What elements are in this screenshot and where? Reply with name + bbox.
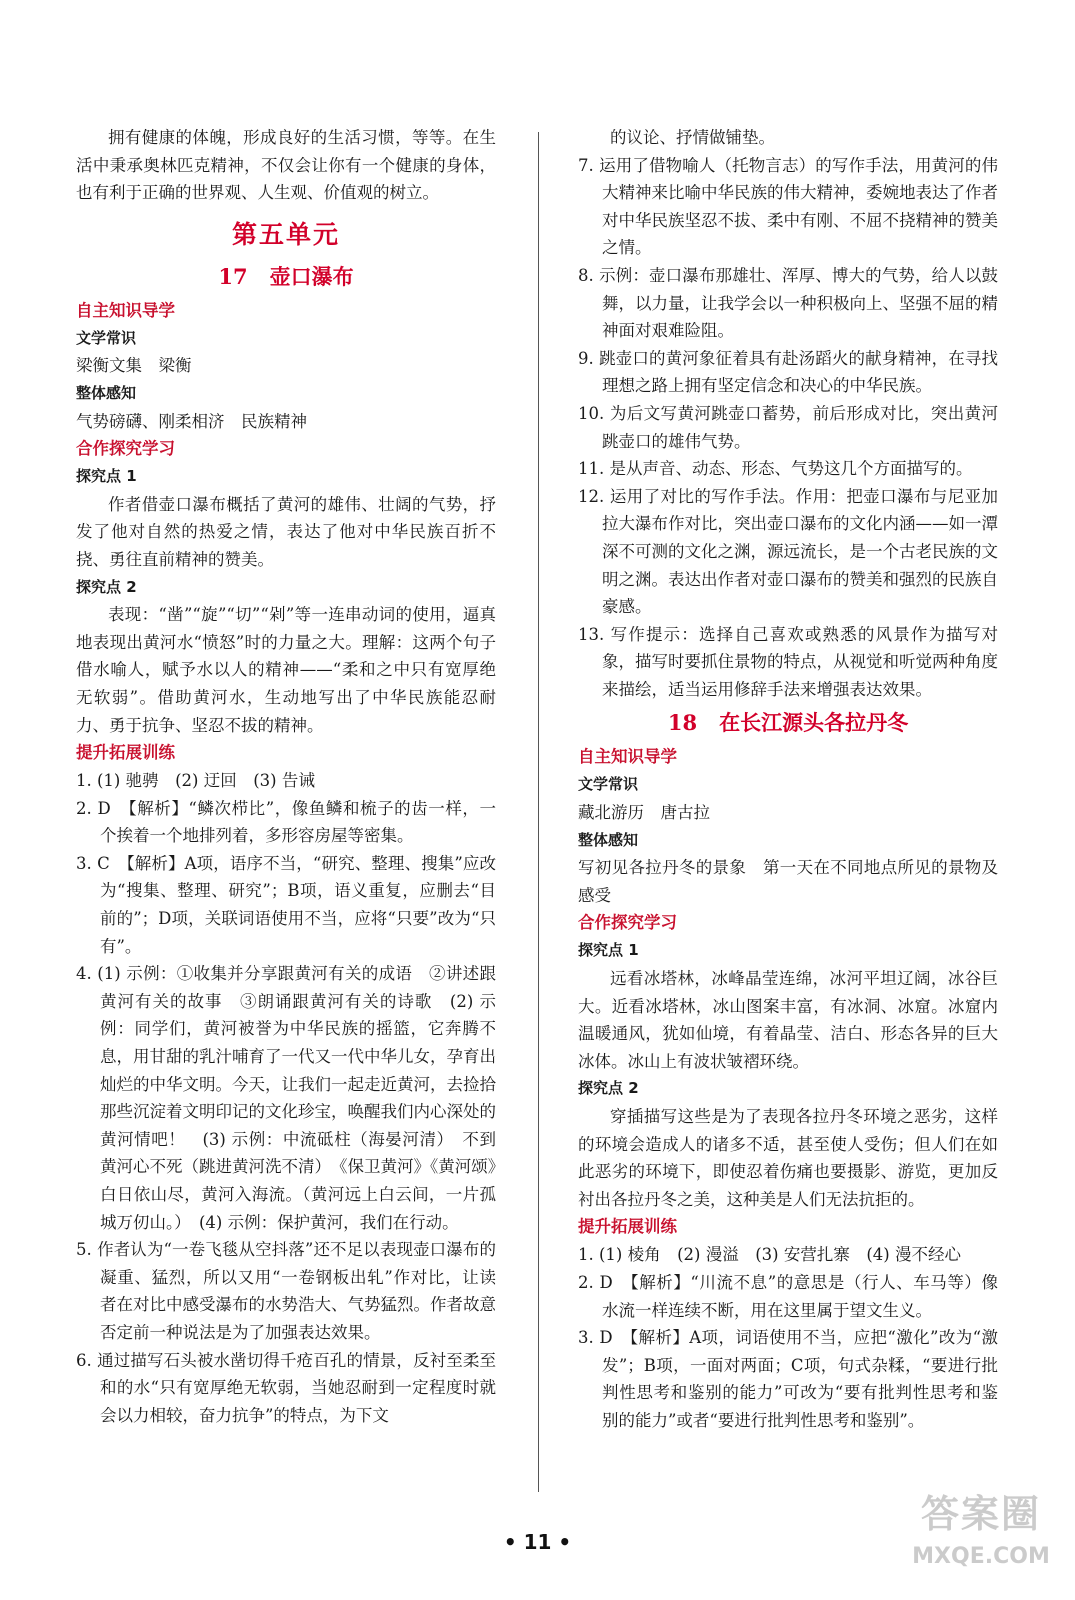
literary-knowledge-text: 藏北游历 唐古拉 [578,803,710,823]
section-cooperative-study: 合作探究学习 [578,913,677,933]
section-cooperative-study: 合作探究学习 [76,439,175,459]
literary-knowledge-label: 文学常识 [578,775,639,794]
inquiry-point-1-text: 作者借壶口瀑布概括了黄河的雄伟、壮阔的气势，抒发了他对自然的热爱之情，表达了他对中华民族百折不挠、勇往直前精神的赞美。 [76,494,496,569]
left-column [76,124,513,1429]
exercise-list [76,767,513,1429]
lesson-number: 17 [218,263,248,289]
exercise-item: 1. (1) 棱角 (2) 漫溢 (3) 安营扎寨 (4) 漫不经心 [578,1245,961,1265]
inquiry-point-1-text: 远看冰塔林，冰峰晶莹连绵，冰河平坦辽阔，冰谷巨大。近看冰塔林，冰山图案丰富，有冰洞、冰窟。冰窟内温暖通风，犹如仙境，有着晶莹、洁白、形态各异的巨大冰体。冰山上有波状皱褶环绕。 [578,969,998,1071]
page-number: • 11 • [503,1530,572,1554]
section-self-study: 自主知识导学 [578,747,677,767]
exercise-item: 11. 是从声音、动态、形态、气势这几个方面描写的。 [578,459,973,479]
lesson-name: 在长江源头各拉丹冬 [719,710,909,736]
literary-knowledge-label: 文学常识 [76,328,137,347]
exercise-item: 13. 写作提示：选择自己喜欢或熟悉的风景作为描写对象，描写时要抓住景物的特点，从视觉和听觉两种角度来描绘，适当运用修辞手法来增强表达效果。 [578,624,998,699]
exercise-item: 2. D 【解析】“川流不息”的意思是（行人、车马等）像水流一样连续不断，用在这里属于望文生义。 [578,1272,998,1320]
exercise-item: 6. 通过描写石头被水凿切得千疮百孔的情景，反衬至柔至和的水“只有宽厚绝无软弱，当她忍耐到一定程度时就会以力相较，奋力抗争”的特点，为下文 [76,1350,496,1425]
exercise-item: 3. C 【解析】A项，语序不当，“研究、整理、搜集”应改为“搜集、整理、研究”；B项，语义重复，应删去“目前的”；D项，关联词语使用不当，应将“只要”改为“只有”。 [76,853,496,956]
exercise-item: 7. 运用了借物喻人（托物言志）的写作手法，用黄河的伟大精神来比喻中华民族的伟大精神，委婉地表达了作者对中华民族坚忍不拔、柔中有刚、不屈不挠精神的赞美之情。 [578,155,998,258]
exercise-list [578,1241,998,1434]
inquiry-point-2-text: 穿插描写这些是为了表现各拉丹冬环境之恶劣，这样的环境会造成人的诸多不适，甚至使人受伤；但人们在如此恶劣的环境下，即使忍着伤痛也要摄影、游览，更加反衬出各拉丹冬之美，这种美是人们无法抗拒的。 [578,1107,998,1209]
inquiry-point-2-label: 探究点 2 [76,577,137,596]
exercise-item: 5. 作者认为“一卷飞毯从空抖落”还不足以表现壶口瀑布的凝重、猛烈，所以又用“一卷钢板出轧”作对比，让读者在对比中感受瀑布的水势浩大、气势猛烈。作者故意否定前一种说法是为了加强表达效果。 [76,1240,496,1342]
lesson-18-title [578,703,998,743]
exercise-item: 3. D 【解析】A项，词语使用不当，应把“激化”改为“激发”；B项，一面对两面；C项，句式杂糅，“要进行批判性思考和鉴别的能力”可改为“要有批判性思考和鉴别的能力”或者“要进行批判性思考和鉴别”。 [578,1328,998,1430]
exercise-item: 1. (1) 驰骋 (2) 迂回 (3) 告诫 [76,771,315,791]
right-column [578,124,998,1435]
exercise-item: 8. 示例：壶口瀑布那雄壮、浑厚、博大的气势，给人以鼓舞，以力量，让我学会以一种积极向上、坚强不屈的精神面对艰难险阻。 [578,265,998,341]
section-extension-training: 提升拓展训练 [578,1217,677,1237]
overall-perception-label: 整体感知 [578,830,639,849]
exercise-item: 4. (1) 示例：①收集并分享跟黄河有关的成语 ②讲述跟黄河有关的故事 ③朗诵跟黄河有关的诗歌 (2) 示例：同学们，黄河被誉为中华民族的摇篮，它奔腾不息，用甘甜的乳汁哺育了一代又一代中华儿女，孕育出灿烂的中华文明。今天，让我们一起走近黄河，去捡拾那些沉淀着文明印记的文化珍宝，唤醒我们内心深处的黄河情吧！ (3) 示例：中流砥柱（海晏河清） 不到黄河心不死（跳进黄河洗不清） 《保卫黄河》《黄河颂》 白日依山尽，黄河入海流。（黄河远上白云间，一片孤城万仞山。） (4) 示例：保护黄河，我们在行动。 [76,964,513,1232]
column-divider [538,132,539,1492]
lesson-name: 壶口瀑布 [269,263,354,289]
exercise-item: 2. D 【解析】“鳞次栉比”，像鱼鳞和梳子的齿一样，一个挨着一个地排列着，多形容房屋等密集。 [76,798,496,846]
exercise-item: 12. 运用了对比的写作手法。作用：把壶口瀑布与尼亚加拉大瀑布作对比，突出壶口瀑布的文化内涵——如一潭深不可测的文化之渊，源远流长，是一个古老民族的文明之渊。表达出作者对壶口瀑布的赞美和强烈的民族自豪感。 [578,486,998,617]
lesson-17-title [76,257,496,297]
overall-perception-text: 写初见各拉丹冬的景象 第一天在不同地点所见的景物及感受 [578,858,998,905]
exercise-item: 10. 为后文写黄河跳壶口蓄势，前后形成对比，突出黄河跳壶口的雄伟气势。 [578,403,998,451]
continued-text: 的议论、抒情做铺垫。 [610,128,775,147]
literary-knowledge-text: 梁衡文集 梁衡 [76,356,192,376]
overall-perception-text: 气势磅礴、刚柔相济 民族精神 [76,411,307,431]
section-self-study: 自主知识导学 [76,300,175,320]
section-extension-training: 提升拓展训练 [76,743,175,763]
unit-title: 第五单元 [231,219,340,249]
inquiry-point-1-label: 探究点 1 [578,941,639,960]
watermark-url: MXQE.COM [912,1544,1050,1569]
inquiry-point-2-text: 表现：“凿”“旋”“切”“剁”等一连串动词的使用，逼真地表现出黄河水“愤怒”时的力量之大。理解：这两个句子借水喻人，赋予水以人的精神——“柔和之中只有宽厚绝无软弱”。借助黄河水，生动地写出了中华民族能忍耐力、勇于抗争、坚忍不拔的精神。 [76,605,496,735]
exercise-list [578,152,998,704]
inquiry-point-2-label: 探究点 2 [578,1079,639,1098]
watermark-text: 答案圈 [920,1492,1041,1536]
exercise-item: 9. 跳壶口的黄河象征着具有赴汤蹈火的献身精神，在寻找理想之路上拥有坚定信念和决心的中华民族。 [578,348,998,396]
overall-perception-label: 整体感知 [76,383,137,402]
watermark-logo [901,1486,1061,1586]
intro-paragraph: 拥有健康的体魄，形成良好的生活习惯，等等。在生活中秉承奥林匹克精神，不仅会让你有一个健康的身体，也有利于正确的世界观、人生观、价值观的树立。 [76,128,496,203]
inquiry-point-1-label: 探究点 1 [76,467,137,486]
lesson-number: 18 [667,710,698,736]
